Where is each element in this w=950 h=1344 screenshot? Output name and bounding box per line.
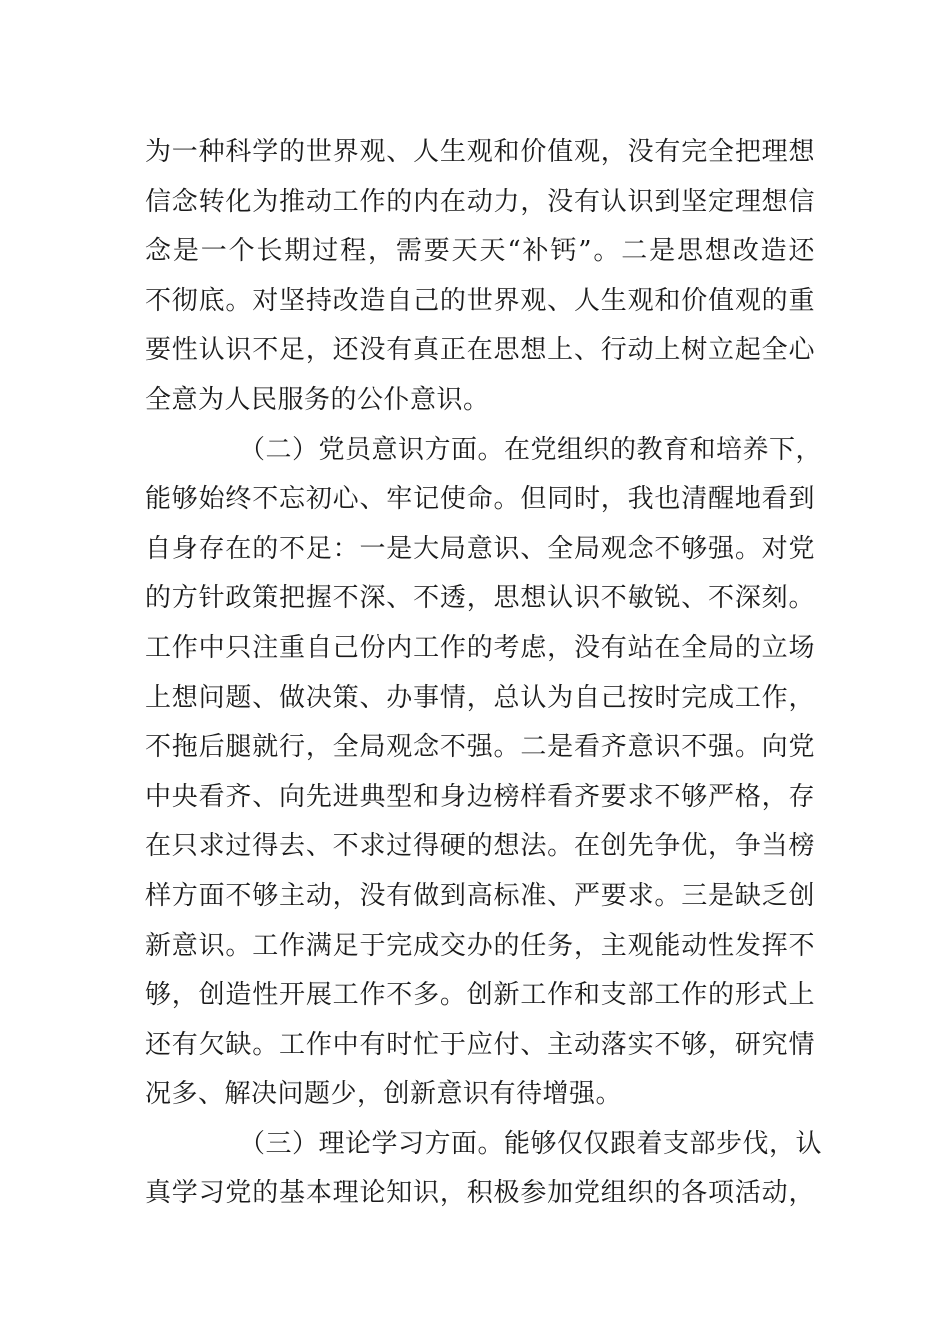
text-line: （三）理论学习方面。能够仅仅跟着支部步伐，认 — [239, 1128, 823, 1159]
text-line: 自身存在的不足：一是大局意识、全局观念不够强。对党 — [145, 533, 815, 564]
text-line: 的方针政策把握不深、不透，思想认识不敏锐、不深刻。 — [145, 583, 815, 614]
text-line: 念是一个长期过程，需要天天“补钙”。二是思想改造还 — [145, 236, 815, 267]
paragraph-3 — [145, 1120, 823, 1219]
paragraph-2 — [145, 426, 823, 1120]
text-line: 样方面不够主动，没有做到高标准、严要求。三是缺乏创 — [145, 880, 815, 911]
text-line: 在只求过得去、不求过得硬的想法。在创先争优，争当榜 — [145, 831, 815, 862]
paragraph-1 — [145, 128, 815, 426]
text-line: 不拖后腿就行，全局观念不强。二是看齐意识不强。向党 — [145, 732, 815, 763]
text-line: 信念转化为推动工作的内在动力，没有认识到坚定理想信 — [145, 186, 815, 217]
text-line: 新意识。工作满足于完成交办的任务，主观能动性发挥不 — [145, 930, 815, 961]
text-line: 全意为人民服务的公仆意识。 — [145, 384, 490, 415]
text-line: 况多、解决问题少，创新意识有待增强。 — [145, 1079, 623, 1110]
text-line: 不彻底。对坚持改造自己的世界观、人生观和价值观的重 — [145, 285, 815, 316]
text-line: 上想问题、做决策、办事情，总认为自己按时完成工作， — [145, 682, 815, 713]
text-line: 要性认识不足，还没有真正在思想上、行动上树立起全心 — [145, 335, 815, 366]
text-line: 真学习党的基本理论知识，积极参加党组织的各项活动， — [145, 1178, 815, 1209]
text-line: 还有欠缺。工作中有时忙于应付、主动落实不够，研究情 — [145, 1029, 815, 1060]
text-line: 工作中只注重自己份内工作的考虑，没有站在全局的立场 — [145, 632, 815, 663]
text-line: 能够始终不忘初心、牢记使命。但同时，我也清醒地看到 — [145, 484, 815, 515]
text-line: 为一种科学的世界观、人生观和价值观，没有完全把理想 — [145, 137, 815, 167]
document-body — [145, 128, 823, 1219]
text-line: 中央看齐、向先进典型和身边榜样看齐要求不够严格，存 — [145, 781, 815, 812]
text-line: （二）党员意识方面。在党组织的教育和培养下， — [239, 434, 823, 465]
text-line: 够，创造性开展工作不多。创新工作和支部工作的形式上 — [145, 980, 815, 1011]
